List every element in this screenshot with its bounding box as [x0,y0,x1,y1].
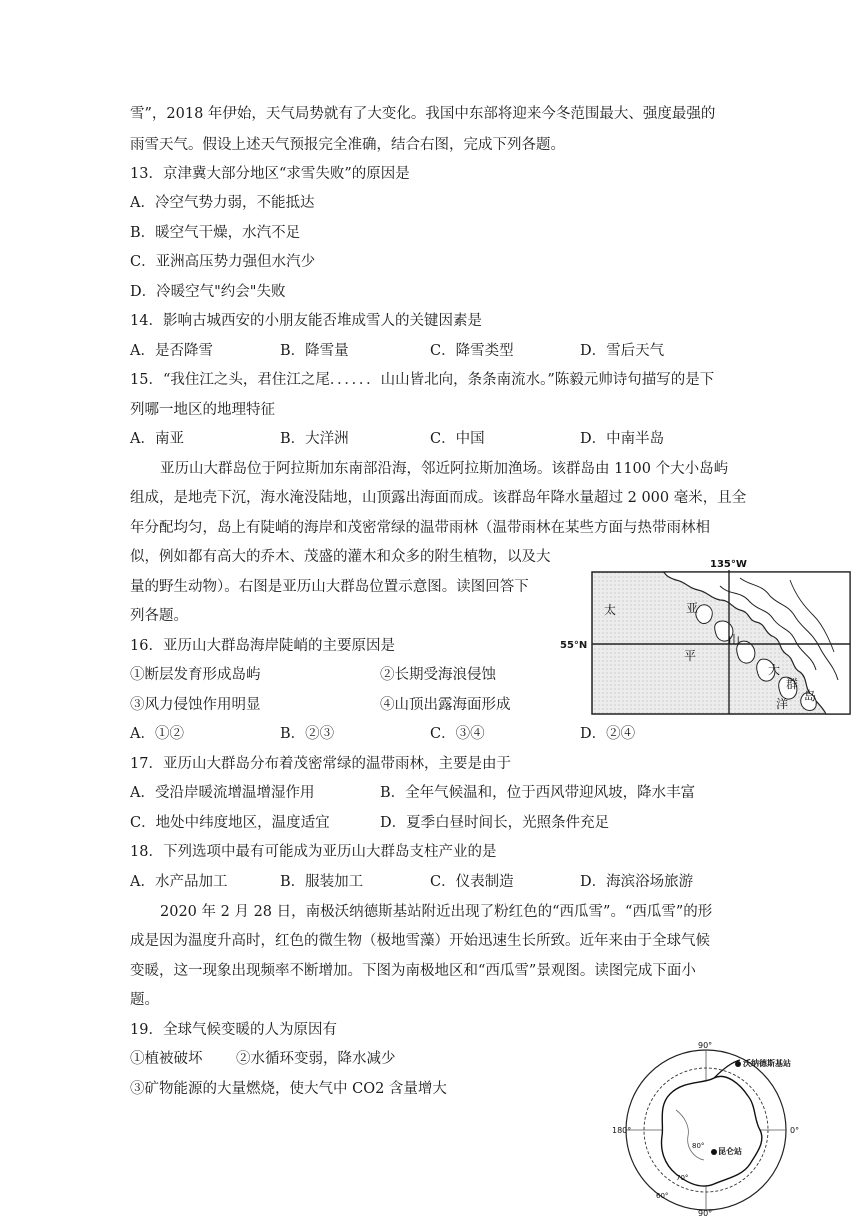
q18-option-c: C．仪表制造 [430,874,514,890]
map2-lat60-label: 60° [656,1192,669,1200]
passage3-line-2: 成是因为温度升高时，红色的微生物（极地雪藻）开始迅速生长所致。近年来由于全球气候 [130,933,710,949]
q18-option-d: D．海滨浴场旅游 [580,874,694,890]
map2-bottom-label: 90° [698,1209,713,1216]
q16-option-a: A．①② [130,726,184,742]
q18-option-a: A．水产品加工 [130,874,228,890]
map1-label-ocean-1: 太 [604,603,617,617]
q13-option-a: A．冷空气势力弱，不能抵达 [130,195,315,211]
q16-item-2: ②长期受海浪侵蚀 [380,667,496,683]
intro-line-1: 雪”，2018 年伊始，天气局势就有了大变化。我国中东部将迎来今冬范围最大、强度最强的 [130,106,716,122]
q16-option-b: B．②③ [280,726,335,742]
map1-label-qun: 群 [786,677,799,691]
map1-label-ocean-2: 平 [684,649,697,663]
q15-option-c: C．中国 [430,431,485,447]
alexander-archipelago-map [590,556,854,718]
q17-option-c: C．地处中纬度地区，温度适宜 [130,815,330,831]
q14-option-c: C．降雪类型 [430,343,514,359]
map2-lat70-label: 70° [676,1174,689,1182]
map1-lat-label: 55°N [560,640,588,651]
passage2-line-3: 年分配均匀，岛上有陡峭的海岸和茂密常绿的温带雨林（温带雨林在某些方面与热带雨林相 [130,520,710,536]
q15-option-d: D．中南半岛 [580,431,665,447]
q19-item-2: ②水循环变弱，降水减少 [236,1051,396,1067]
q15-stem-line-2: 列哪一地区的地理特征 [130,402,275,418]
q14-option-b: B．降雪量 [280,343,349,359]
passage2-line-6: 列各题。 [130,608,188,624]
q13-stem: 13．京津冀大部分地区“求雪失败”的原因是 [130,166,410,182]
q13-option-c: C．亚洲高压势力强但水汽少 [130,254,316,270]
q15-option-b: B．大洋洲 [280,431,349,447]
antarctica-map [610,1040,810,1216]
q17-stem: 17．亚历山大群岛分布着茂密常绿的温带雨林，主要是由于 [130,756,511,772]
q15-option-a: A．南亚 [130,431,184,447]
q16-option-c: C．③④ [430,726,485,742]
q13-option-b: B．暖空气干燥，水汽不足 [130,225,301,241]
map1-lon-label: 135°W [710,559,747,570]
q18-option-b: B．服装加工 [280,874,364,890]
q14-stem: 14．影响古城西安的小朋友能否堆成雪人的关键因素是 [130,313,482,329]
map1-label-ya: 亚 [686,601,699,615]
q13-option-d: D．冷暖空气"约会"失败 [130,284,286,300]
passage2-line-2: 组成，是地壳下沉，海水淹没陆地，山顶露出海面而成。该群岛年降水量超过 2 000 毫米，且全 [130,490,747,506]
passage3-line-3: 变暖，这一现象出现频率不断增加。下图为南极地区和“西瓜雪”景观图。读图完成下面小 [130,963,696,979]
map2-station2-label: 昆仑站 [718,1147,742,1156]
map2-right-label: 0° [790,1126,800,1135]
q16-item-3: ③风力侵蚀作用明显 [130,697,261,713]
intro-line-2: 雨雪天气。假设上述天气预报完全准确，结合右图，完成下列各题。 [130,137,565,153]
q17-option-d: D．夏季白昼时间长，光照条件充足 [380,815,610,831]
q15-stem-line-1: 15．“我住江之头，君住江之尾．．．．．．山山皆北向，条条南流水。”陈毅元帅诗句描写的是下 [130,372,715,388]
map2-left-label: 180° [612,1126,632,1135]
map2-station1-label: 沃纳德斯基站 [743,1059,791,1068]
map2-lat80-label: 80° [692,1142,705,1150]
q19-stem: 19．全球气候变暖的人为原因有 [130,1022,337,1038]
passage2-line-5: 量的野生动物）。右图是亚历山大群岛位置示意图。读图回答下 [130,579,529,595]
passage2-line-4: 似，例如都有高大的乔木、茂盛的灌木和众多的附生植物，以及大 [130,549,551,565]
q18-stem: 18．下列选项中最有可能成为亚历山大群岛支柱产业的是 [130,844,497,860]
q14-option-a: A．是否降雪 [130,343,213,359]
q16-stem: 16．亚历山大群岛海岸陡峭的主要原因是 [130,638,395,654]
q16-item-1: ①断层发育形成岛屿 [130,667,261,683]
map1-label-ocean-3: 洋 [776,697,789,711]
q16-item-4: ④山顶出露海面形成 [380,697,511,713]
q19-item-3: ③矿物能源的大量燃烧，使大气中 CO2 含量增大 [130,1081,447,1097]
q14-option-d: D．雪后天气 [580,343,665,359]
q16-option-d: D．②④ [580,726,636,742]
map1-label-da: 大 [768,663,781,677]
map1-label-shan: 山 [728,633,741,647]
q17-option-a: A．受沿岸暖流增温增湿作用 [130,785,315,801]
q19-item-1: ①植被破坏 [130,1051,203,1067]
map2-top-label: 90° [698,1041,713,1050]
q17-option-b: B．全年气候温和，位于西风带迎风坡，降水丰富 [380,785,696,801]
map1-label-dao: 岛 [804,689,817,703]
passage3-line-4: 题。 [130,992,159,1008]
passage3-line-1: 2020 年 2 月 28 日，南极沃纳德斯基站附近出现了粉红色的“西瓜雪”。“西瓜雪”的形 [160,904,713,920]
passage2-line-1: 亚历山大群岛位于阿拉斯加东南部沿海，邻近阿拉斯加渔场。该群岛由 1100 个大小岛屿 [160,461,729,477]
